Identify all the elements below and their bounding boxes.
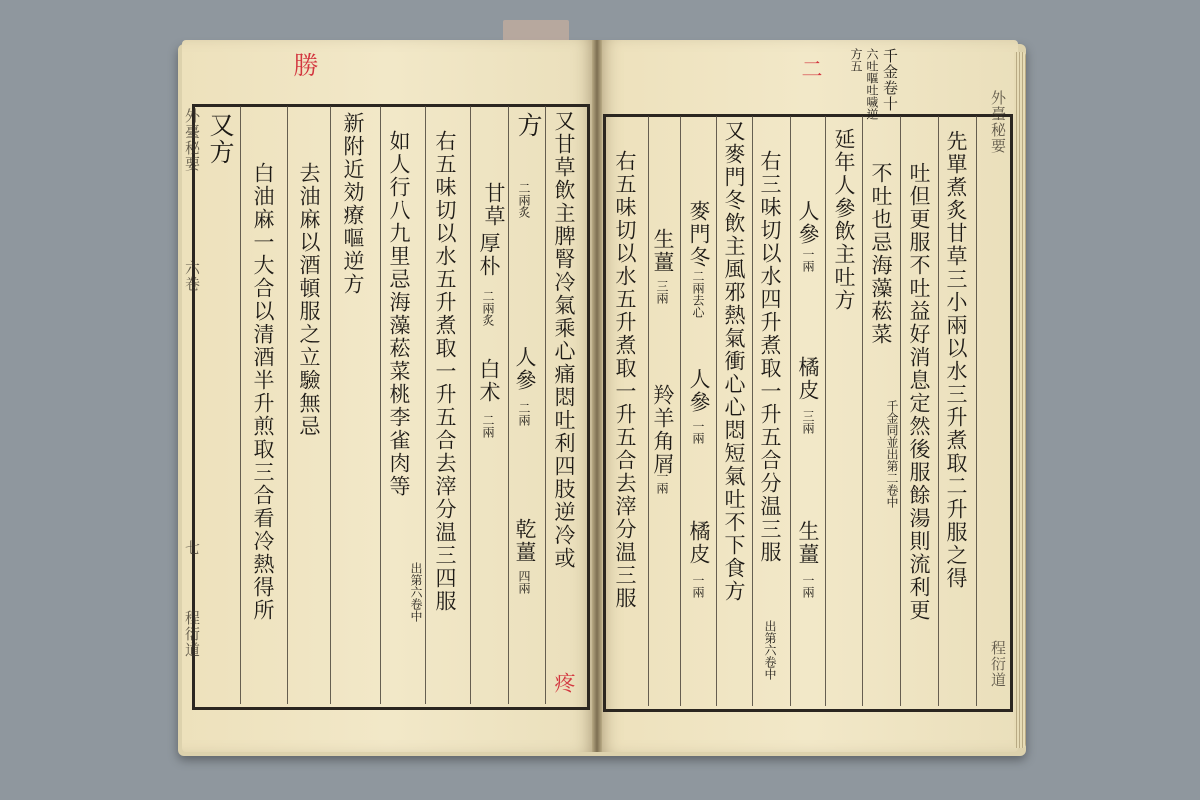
left-margin-volume: 六卷 <box>183 260 201 292</box>
book-gutter <box>592 40 602 752</box>
text-column: 先單煮炙甘草三小兩以水三升煮取二升服之得 <box>944 130 968 590</box>
ingredient-dose: 一兩 <box>801 574 815 598</box>
recipe-heading: 新附近効療嘔逆方 <box>341 112 365 296</box>
text-column: 右五味切以水五升煮取一升五合去滓分温三四服 <box>433 130 457 613</box>
left-margin-folio: 七 <box>183 540 201 556</box>
red-annotation: 疼 <box>552 672 576 695</box>
source-note: 出第六卷中 <box>763 620 777 680</box>
corner-note: 千金卷十 <box>881 48 899 112</box>
column-rule <box>425 106 426 704</box>
ingredient-dose: 二兩去心 <box>691 270 705 318</box>
text-column: 去油麻以酒頓服之立驗無忌 <box>297 162 321 438</box>
column-rule <box>938 116 939 706</box>
column-rule <box>287 106 288 704</box>
left-margin-title: 外臺秘要 <box>183 108 201 172</box>
ingredient: 橘皮 <box>687 520 711 566</box>
column-rule <box>825 116 826 706</box>
text-column: 吐但更服不吐益好消息定然後服餘湯則流利更 <box>907 162 931 622</box>
heading-you-fang: 又方 <box>206 112 235 166</box>
ingredient: 橘皮 <box>796 356 820 402</box>
text-column: 右三味切以水四升煮取一升五合分温三服 <box>758 150 782 564</box>
right-margin-title: 外臺秘要 <box>989 90 1007 154</box>
left-margin-publisher: 程衍道 <box>183 610 201 658</box>
column-rule <box>380 106 381 704</box>
column-rule <box>470 106 471 704</box>
text-column: 右五味切以水五升煮取一升五合去滓分温三服 <box>613 150 637 610</box>
text-column: 白油麻一大合以清酒半升煎取三合看冷熱得所 <box>251 162 275 622</box>
ingredient-dose: 四兩 <box>517 570 531 594</box>
ingredient: 厚朴 <box>477 232 501 278</box>
column-rule <box>752 116 753 706</box>
corner-note: 六吐嘔吐噦逆 <box>865 48 879 120</box>
library-seal: 勝 <box>290 52 319 79</box>
ingredient-dose: 一兩 <box>801 248 815 272</box>
ingredient-dose: 二兩 <box>517 402 531 426</box>
ingredient: 人參 <box>513 346 537 392</box>
source-note: 出第六卷中 <box>409 562 423 622</box>
ingredient: 麥門冬 <box>687 200 711 269</box>
ingredient-dose: 二兩炙 <box>517 182 531 218</box>
ingredient: 白术 <box>477 358 501 404</box>
text-column: 不吐也忌海藻菘菜 <box>869 162 893 346</box>
corner-note: 方五 <box>849 48 863 72</box>
ingredient-dose: 一兩 <box>691 420 705 444</box>
ingredient: 生薑 <box>651 228 675 274</box>
column-rule <box>976 116 977 706</box>
ingredient-dose: 二兩炙 <box>481 290 495 326</box>
column-rule <box>900 116 901 706</box>
ingredient: 人參 <box>687 368 711 414</box>
ingredient-dose: 二兩 <box>481 414 495 438</box>
column-rule <box>240 106 241 704</box>
ingredient: 甘草 <box>482 182 506 228</box>
text-column: 方 <box>514 112 543 139</box>
ingredient-dose: 一兩 <box>691 574 705 598</box>
page-stack <box>1014 52 1026 748</box>
ingredient: 生薑 <box>796 520 820 566</box>
right-margin-publisher: 程衍道 <box>989 640 1007 688</box>
column-rule <box>716 116 717 706</box>
column-rule <box>862 116 863 706</box>
recipe-heading: 又麥門冬飲主風邪熱氣衝心心悶短氣吐不下食方 <box>722 120 746 603</box>
column-rule <box>330 106 331 704</box>
column-rule <box>508 106 509 704</box>
ingredient-dose: 三兩 <box>801 410 815 434</box>
source-note: 千金同並出第二卷中 <box>885 400 899 508</box>
column-rule <box>680 116 681 706</box>
ingredient: 人參 <box>796 200 820 246</box>
ingredient: 乾薑 <box>513 518 537 564</box>
column-rule <box>648 116 649 706</box>
column-rule <box>545 106 546 704</box>
recipe-heading: 又甘草飲主脾腎冷氣乘心痛悶吐利四肢逆冷或 <box>552 110 576 570</box>
ingredient-dose: 一兩 <box>655 470 669 494</box>
red-mark: 二 <box>799 58 823 81</box>
recipe-heading: 延年人參飲主吐方 <box>832 128 856 312</box>
ingredient-dose: 三兩 <box>655 280 669 304</box>
column-rule <box>790 116 791 706</box>
text-column: 如人行八九里忌海藻菘菜桃李雀肉等 <box>387 130 411 498</box>
ingredient: 羚羊角屑 <box>651 384 675 476</box>
